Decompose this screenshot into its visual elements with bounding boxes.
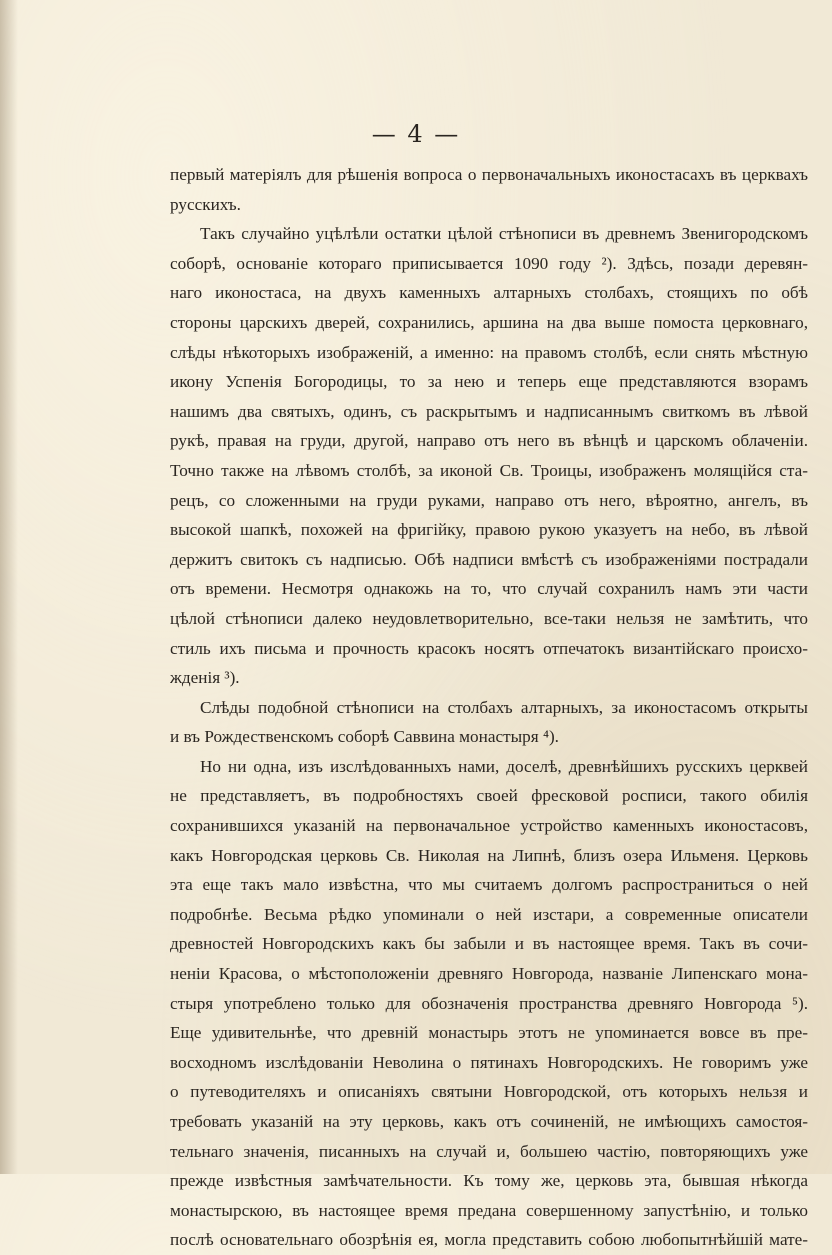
text-line: первый матеріялъ для рѣшенія вопроса о первоначальныхъ иконостасахъ въ церквахъ [170,165,808,184]
text-line: рецъ, со сложенными на груди руками, направо отъ него, вѣроятно, ангелъ, въ [170,490,808,510]
text-line: рукѣ, правая на груди, другой, направо отъ него въ вѣнцѣ и царскомъ облаченіи. [170,431,808,451]
text-line: древностей Новгородскихъ какъ бы забыли и въ настоящее время. Такъ въ сочи- [170,934,808,954]
text-line: требовать указаній на эту церковь, какъ отъ сочиненій, не имѣющихъ самостоя- [170,1112,808,1131]
text-line: тельнаго значенія, писанныхъ на случай и, большею частію, повторяющихъ уже [170,1141,808,1161]
text-line: неніи Красова, о мѣстоположеніи древняго Новгорода, названіе Липенскаго мона- [170,964,808,984]
text-line: о путеводителяхъ и описаніяхъ святыни Новгородской, отъ которыхъ нельзя и [170,1082,808,1102]
text-line: слѣды нѣкоторыхъ изображеній, а именно: на правомъ столбѣ, если снять мѣстную [170,342,808,362]
page-binding-shadow [0,0,18,1174]
text-line: держитъ свитокъ съ надписью. Обѣ надписи вмѣстѣ съ изображеніями пострадали [170,549,808,569]
page-number: — 4 — [371,120,461,148]
text-line: высокой шапкѣ, похожей на фригійку, правою рукою указуетъ на небо, въ лѣвой [170,520,808,540]
text-line: стиль ихъ письма и прочность красокъ носятъ отпечатокъ византійскаго происхо- [170,638,808,658]
text-line: отъ времени. Несмотря однакожь на то, что случай сохранилъ намъ эти части [170,579,808,599]
text-line: восходномъ изслѣдованіи Неволина о пятинахъ Новгородскихъ. Не говоримъ уже [170,1052,808,1072]
text-line: не представляетъ, въ подробностяхъ своей фресковой росписи, такого обилія [170,786,808,806]
text-line: наго иконостаса, на двухъ каменныхъ алтарныхъ столбахъ, стоящихъ по обѣ [170,283,808,303]
text-line: какъ Новгородская церковь Св. Николая на Липнѣ, близъ озера Ильменя. Церковь [170,845,808,865]
text-line: Слѣды подобной стѣнописи на столбахъ алтарныхъ, за иконостасомъ открыты [200,697,808,717]
text-line: Еще удивительнѣе, что древній монастырь этотъ не упоминается вовсе въ пре- [170,1023,808,1043]
text-line: икону Успенія Богородицы, то за нею и теперь еще представляются взорамъ [170,372,808,392]
body-text [170,160,808,1255]
text-line: и въ Рождественскомъ соборѣ Саввина монастыря ⁴). [170,727,559,747]
text-line: соборѣ, основаніе котораго приписывается 1090 году ²). Здѣсь, позади деревян- [170,253,808,273]
text-line: нашимъ два святыхъ, одинъ, съ раскрытымъ и надписаннымъ свиткомъ въ лѣвой [170,401,808,421]
text-line: послѣ основательнаго обозрѣнія ея, могла представить собою любопытнѣйшій мате- [170,1230,808,1250]
text-line: жденія ³). [170,668,240,688]
text-line: Но ни одна, изъ изслѣдованныхъ нами, доселѣ, древнѣйшихъ русскихъ церквей [200,756,808,776]
text-line: стыря употреблено только для обозначенія пространства древняго Новгорода ⁵). [170,993,808,1013]
text-line: эта еще такъ мало извѣстна, что мы считаемъ долгомъ распространиться о ней [170,875,808,895]
text-line: цѣлой стѣнописи далеко неудовлетворительно, все-таки нельзя не замѣтить, что [170,608,808,628]
text-line: Такъ случайно уцѣлѣли остатки цѣлой стѣнописи въ древнемъ Звенигородскомъ [200,224,808,244]
text-line: русскихъ. [170,194,241,214]
text-line: стороны царскихъ дверей, сохранились, аршина на два выше помоста церковнаго, [170,312,808,332]
text-line: прежде извѣстныя замѣчательности. Къ тому же, церковь эта, бывшая нѣкогда [170,1171,808,1191]
text-line: монастырскою, въ настоящее время предана совершенному запустѣнію, и только [170,1200,808,1220]
text-line: сохранившихся указаній на первоначальное устройство каменныхъ иконостасовъ, [170,816,808,836]
text-line: подробнѣе. Весьма рѣдко упоминали о ней изстари, а современные описатели [170,904,808,924]
text-line: Точно также на лѣвомъ столбѣ, за иконой Св. Троицы, изображенъ молящійся ста- [170,460,808,480]
